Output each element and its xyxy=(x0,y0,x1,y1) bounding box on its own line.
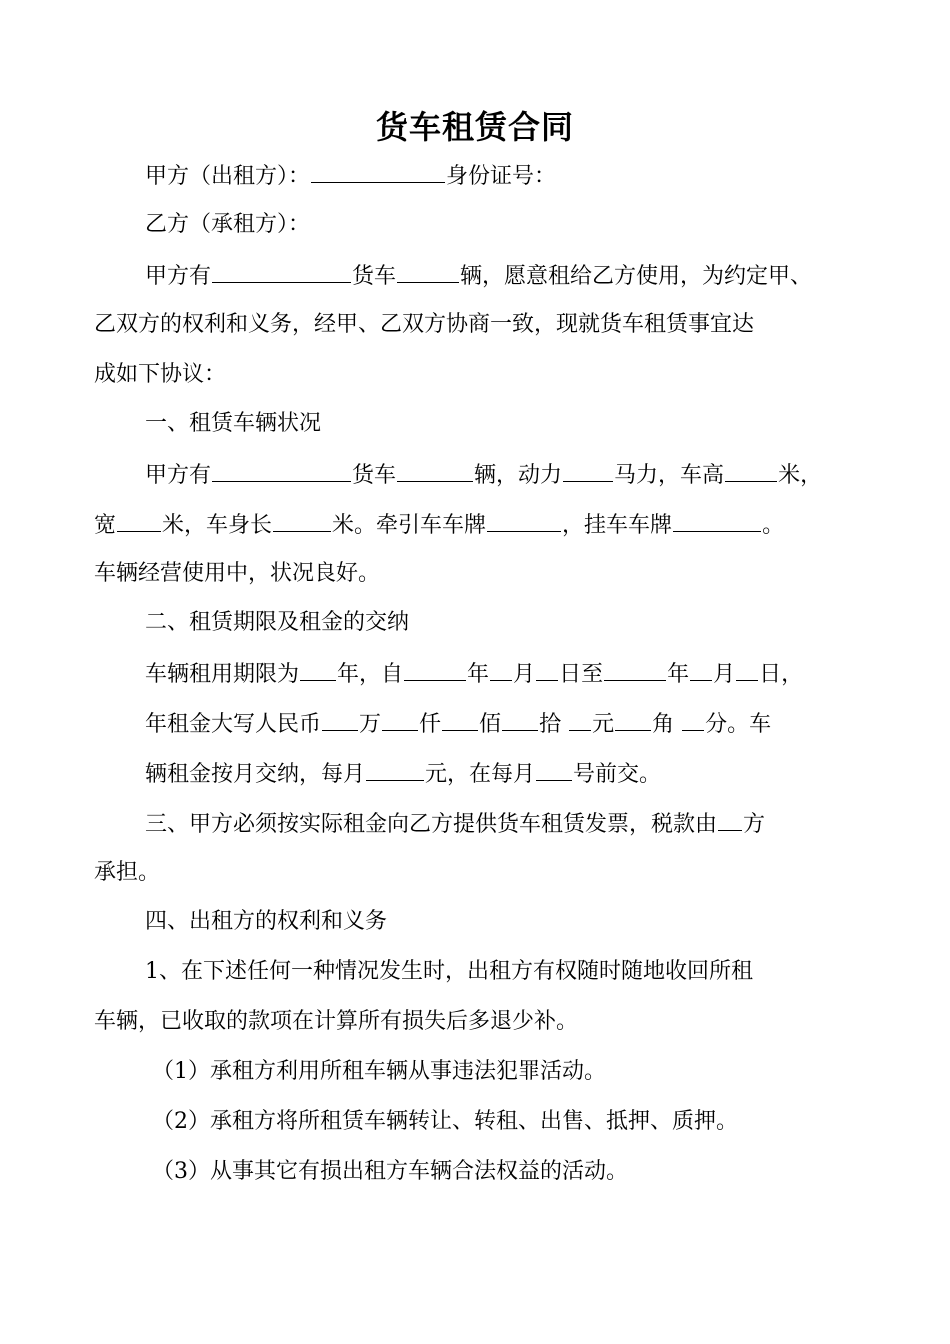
text-segment: 甲方有 xyxy=(145,264,212,289)
text-segment: 四、出租方的权利和义务 xyxy=(145,909,388,934)
clause-1-line-1 xyxy=(145,957,885,987)
blank-field[interactable] xyxy=(673,509,761,532)
text-segment: 辆租金按月交纳，每月 xyxy=(145,762,366,787)
blank-field[interactable] xyxy=(615,708,651,731)
blank-field[interactable] xyxy=(366,758,424,781)
blank-field[interactable] xyxy=(273,509,331,532)
clause-1-line-2 xyxy=(94,1007,884,1037)
text-segment: 车辆经营使用中，状况良好。 xyxy=(94,561,381,586)
text-segment: 米， xyxy=(778,463,823,488)
text-segment: 方 xyxy=(743,812,766,837)
text-segment: 货车 xyxy=(352,463,397,488)
blank-field[interactable] xyxy=(736,658,758,681)
blank-field[interactable] xyxy=(490,658,512,681)
text-segment: 宽 xyxy=(94,513,117,538)
text-segment: 拾 xyxy=(539,712,569,737)
blank-field[interactable] xyxy=(682,708,704,731)
text-segment: 1、在下述任何一种情况发生时，出租方有权随时随地收回所租 xyxy=(145,959,753,984)
text-segment: 月 xyxy=(713,662,736,687)
text-segment: ，挂车车牌 xyxy=(562,513,673,538)
annual-rent-line xyxy=(145,708,885,740)
text-segment: 元 xyxy=(592,712,615,737)
blank-field[interactable] xyxy=(212,260,351,283)
blank-field[interactable] xyxy=(604,658,666,681)
text-segment: （3）从事其它有损出租方车辆合法权益的活动。 xyxy=(152,1159,628,1184)
intro-line-3 xyxy=(94,360,884,390)
blank-field[interactable] xyxy=(725,459,777,482)
lease-term-line xyxy=(145,658,885,690)
text-segment: 承担。 xyxy=(94,860,161,885)
vehicle-spec-line-1 xyxy=(145,459,885,491)
text-segment: 辆，愿意租给乙方使用，为约定甲、 xyxy=(460,264,813,289)
blank-field[interactable] xyxy=(311,160,445,183)
text-segment: 货车 xyxy=(352,264,397,289)
text-segment: 。 xyxy=(762,513,785,538)
text-segment: 年租金大写人民币 xyxy=(145,712,322,737)
text-segment: 米。牵引车车牌 xyxy=(332,513,487,538)
blank-field[interactable] xyxy=(690,658,712,681)
blank-field[interactable] xyxy=(404,658,466,681)
vehicle-spec-line-2 xyxy=(94,509,884,541)
document-title: 货车租赁合同 xyxy=(375,108,574,146)
text-segment: 日至 xyxy=(559,662,604,687)
text-segment: 仟 xyxy=(419,712,442,737)
text-segment: 甲方（出租方）： xyxy=(145,164,311,189)
blank-field[interactable] xyxy=(397,459,473,482)
text-segment: 元，在每月 xyxy=(425,762,536,787)
blank-field[interactable] xyxy=(212,459,351,482)
text-segment: 年，自 xyxy=(337,662,404,687)
party-a-line xyxy=(145,160,885,192)
text-segment: 月 xyxy=(513,662,536,687)
text-segment: （2）承租方将所租赁车辆转让、转租、出售、抵押、质押。 xyxy=(152,1109,738,1134)
text-segment: （1）承租方利用所租车辆从事违法犯罪活动。 xyxy=(152,1059,606,1084)
blank-field[interactable] xyxy=(718,808,742,831)
text-segment: 号前交。 xyxy=(573,762,662,787)
blank-field[interactable] xyxy=(442,708,478,731)
blank-field[interactable] xyxy=(536,758,572,781)
blank-field[interactable] xyxy=(322,708,358,731)
text-segment: 甲方有 xyxy=(145,463,212,488)
blank-field[interactable] xyxy=(502,708,538,731)
intro-line-2 xyxy=(94,310,884,340)
section-3-line-1 xyxy=(145,808,885,840)
text-segment: 一、租赁车辆状况 xyxy=(145,411,322,436)
section-1-heading xyxy=(145,409,885,439)
text-segment: 年 xyxy=(467,662,490,687)
blank-field[interactable] xyxy=(382,708,418,731)
text-segment: 乙方（承租方）： xyxy=(145,212,311,237)
text-segment: 日， xyxy=(759,662,804,687)
blank-field[interactable] xyxy=(117,509,161,532)
section-3-line-2 xyxy=(94,858,884,888)
text-segment: 二、租赁期限及租金的交纳 xyxy=(145,610,410,635)
text-segment: 成如下协议： xyxy=(94,362,227,387)
blank-field[interactable] xyxy=(563,459,613,482)
text-segment: 三、甲方必须按实际租金向乙方提供货车租赁发票，税款由 xyxy=(145,812,718,837)
text-segment: 乙双方的权利和义务，经甲、乙双方协商一致，现就货车租赁事宜达 xyxy=(94,312,755,337)
clause-1-item-3 xyxy=(152,1157,884,1187)
party-b-line xyxy=(145,210,885,240)
blank-field[interactable] xyxy=(569,708,591,731)
clause-1-item-2 xyxy=(152,1107,884,1137)
text-segment: 角 xyxy=(652,712,682,737)
intro-line-1 xyxy=(145,260,885,292)
text-segment: 车辆，已收取的款项在计算所有损失后多退少补。 xyxy=(94,1009,579,1034)
vehicle-condition-line xyxy=(94,559,884,589)
blank-field[interactable] xyxy=(536,658,558,681)
section-2-heading xyxy=(145,608,885,638)
text-segment: 分。车 xyxy=(705,712,772,737)
blank-field[interactable] xyxy=(487,509,561,532)
text-segment: 佰 xyxy=(479,712,502,737)
clause-1-item-1 xyxy=(152,1057,884,1087)
section-4-heading xyxy=(145,907,885,937)
blank-field[interactable] xyxy=(300,658,336,681)
text-segment: 米，车身长 xyxy=(162,513,273,538)
blank-field[interactable] xyxy=(397,260,459,283)
text-segment: 马力，车高 xyxy=(614,463,725,488)
text-segment: 身份证号： xyxy=(446,164,557,189)
text-segment: 万 xyxy=(359,712,382,737)
text-segment: 年 xyxy=(667,662,690,687)
text-segment: 车辆租用期限为 xyxy=(145,662,300,687)
monthly-payment-line xyxy=(145,758,885,790)
text-segment: 辆，动力 xyxy=(474,463,563,488)
